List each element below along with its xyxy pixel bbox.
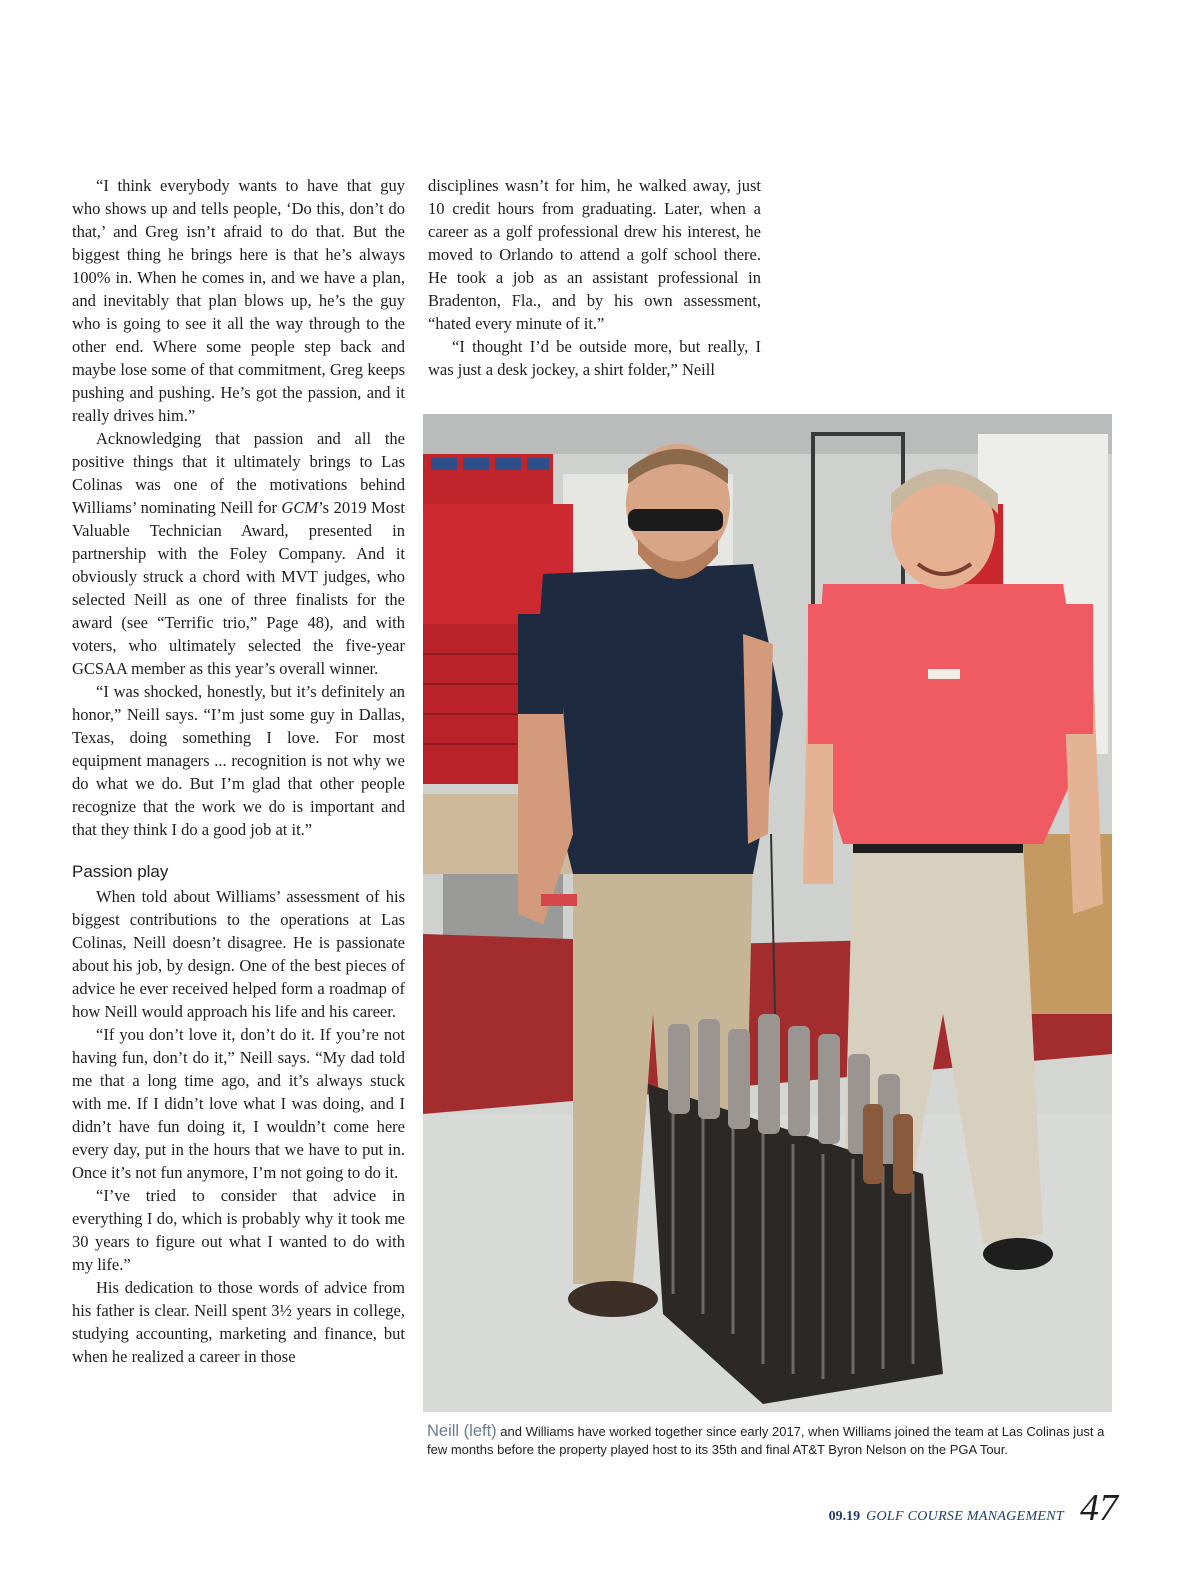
paragraph: “If you don’t love it, don’t do it. If you’re not having fun, don’t do it,” Neill says. “My dad told me that a long time ago, and it’s always stuck with me. If I didn’t love what I was doing, and I didn’t have fun doing it, I wouldn’t come here every day, put in the hours that we have to put in. Once it’s not fun anymore, I’m not going to do it. [72,1025,405,1182]
section-subhead: Passion play [72,862,169,881]
page-footer [829,1486,1118,1530]
caption-text: and Williams have worked together since early 2017, when Williams joined the team at Las Colinas just a few months before the property played host to its 35th and final AT&T Byron Nelson on the PGA Tour. [427,1424,1105,1457]
photo-caption [427,1422,1112,1459]
paragraph-text: in partnership with the Foley Company. And it obviously struck a chord with MVT judges, who selected Neill as one of three finalists for the award (see “Terrific trio,” Page 48), and with voters, who ultimately selected the five-year GCSAA member as this year’s overall winner. [72,521,406,678]
paragraph-text: ’s 2019 Most Valuable Technician Award, presented [72,498,405,540]
paragraph: “I was shocked, honestly, but it’s definitely an honor,” Neill says. “I’m just some guy in Dallas, Texas, doing something I love. For most equipment managers ... recognition is not why we do what we do. But I’m glad that other people recognize that the work we do is important and that they think I do a good job at it.” [72,682,405,839]
paragraph: When told about Williams’ assessment of his biggest contributions to the operations at Las Colinas, Neill doesn’t disagree. He is passionate about his job, by design. One of the best pieces of advice he ever received helped form a roadmap of how Neill would approach his life and his career. [72,887,405,1021]
caption-lead: Neill (left) [427,1422,497,1440]
paragraph: disciplines wasn’t for him, he walked away, just 10 credit hours from graduating. Later, when a career as a golf professional drew his interest, he moved to Orlando to attend a golf school there. He took a job as an assistant professional in Bradenton, Fla., and by his own assessment, “hated every minute of it.” [428,176,761,333]
issue-date: 09.19 [828,1509,861,1524]
publication-name: GCM [281,498,319,517]
article-photo [423,414,1112,1412]
paragraph [72,427,405,680]
paragraph: “I’ve tried to consider that advice in everything I do, which is probably why it took me 30 years to figure out what I wanted to do with my life.” [72,1186,405,1274]
magazine-name: GOLF COURSE MANAGEMENT [866,1509,1064,1524]
paragraph: His dedication to those words of advice from his father is clear. Neill spent 3½ years in college, studying accounting, marketing and finance, but when he realized a career in those [72,1278,405,1366]
article-column-right [428,174,761,381]
paragraph: “I think everybody wants to have that guy who shows up and tells people, ‘Do this, don’t do that,’ and Greg isn’t afraid to do that. But the biggest thing he brings here is that he’s always 100% in. When he comes in, and we have a plan, and inevitably that plan blows up, he’s the guy who is going to see it all the way through to the other end. Where some people step back and maybe lose some of that commitment, Greg keeps pushing and pushing. He’s got the passion, and it really drives him.” [72,176,405,425]
article-column-left [72,174,405,1368]
page-number: 47 [1080,1487,1118,1529]
paragraph: “I thought I’d be outside more, but really, I was just a desk jockey, a shirt folder,” Neill [428,337,761,379]
paragraph-text: Acknowledging that passion and all the positive things that it ultimately brings to Las Colinas was one of the motivations behind Williams’ nominating Neill for [72,429,405,517]
